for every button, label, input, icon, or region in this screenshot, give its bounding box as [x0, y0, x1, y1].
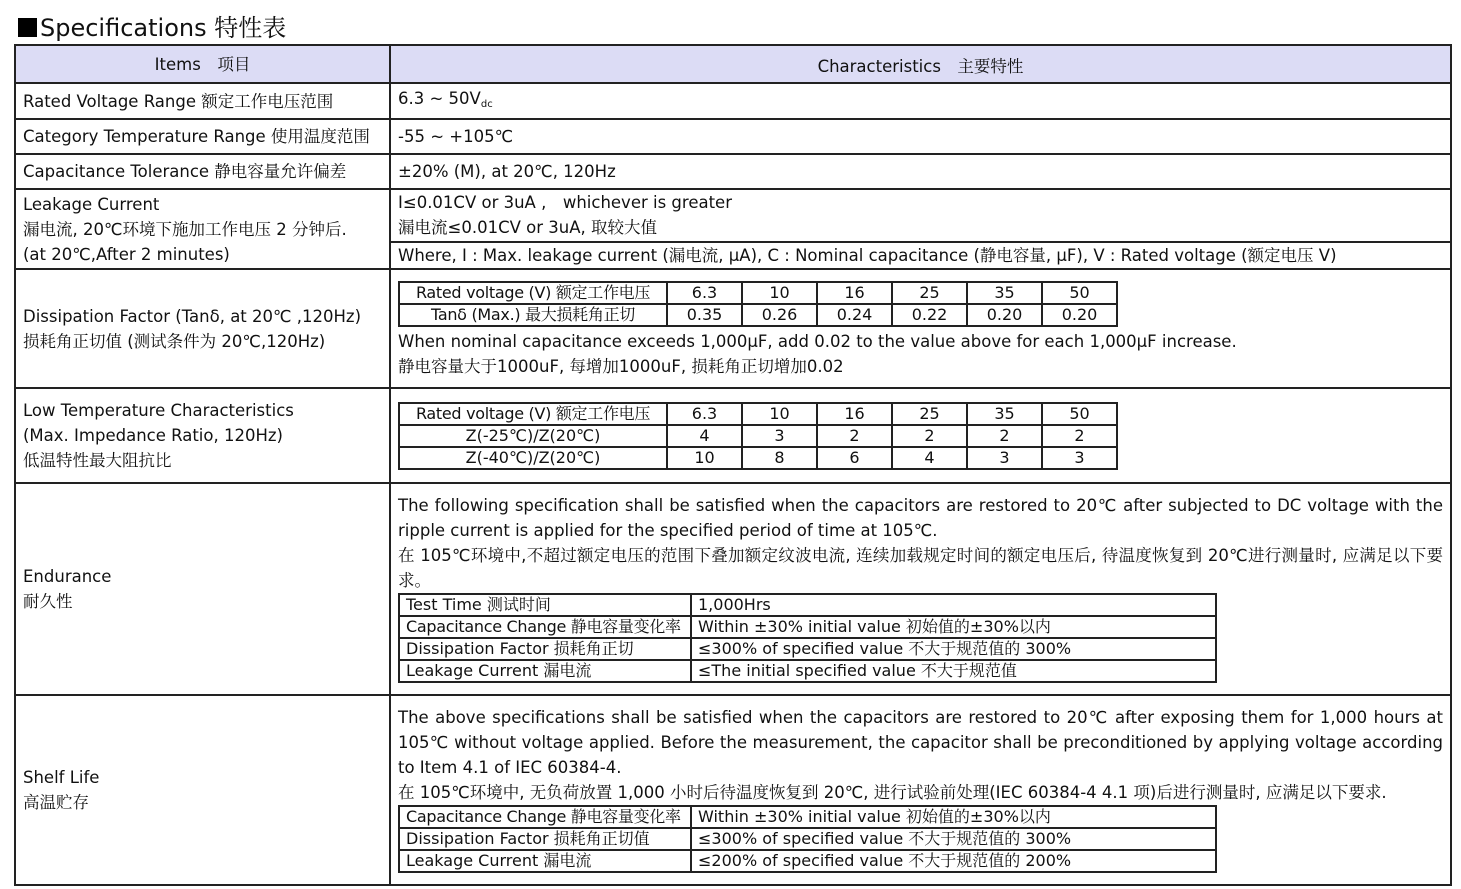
page-title [18, 8, 286, 43]
row-leakage-current [15, 189, 1451, 269]
table-row: Capacitance Change 静电容量变化率 Within ±30% initial value 初始值的±30%以内 [399, 806, 1216, 828]
low-temp-label: Low Temperature Characteristics (Max. Impedance Ratio, 120Hz) 低温特性最大阻抗比 [15, 388, 390, 483]
dissipation-note-en: When nominal capacitance exceeds 1,000µF, add 0.02 to the value above for each 1,000µF increase. [398, 332, 1237, 351]
low-temp-value [390, 388, 1451, 483]
endurance-table [398, 593, 1217, 683]
title-cn: 特性表 [214, 14, 287, 42]
impedance-ratio-table [398, 402, 1118, 470]
table-header-row [15, 45, 1451, 83]
category-temp-label: Category Temperature Range 使用温度范围 [15, 119, 390, 154]
leakage-label: Leakage Current 漏电流, 20℃环境下施加工作电压 2 分钟后. (at 20℃,After 2 minutes) [15, 189, 390, 269]
shelf-life-table [398, 805, 1217, 873]
items-header: Items 项目 [15, 45, 390, 83]
dissipation-note-cn: 静电容量大于1000uF, 每增加1000uF, 损耗角正切增加0.02 [398, 357, 844, 376]
square-bullet-icon [18, 18, 37, 37]
dissipation-label: Dissipation Factor (Tanδ, at 20℃ ,120Hz) 损耗角正切值 (测试条件为 20℃,120Hz) [15, 269, 390, 388]
title-en: Specifications [40, 14, 207, 42]
category-temp-value: -55 ~ +105℃ [390, 119, 1451, 154]
endurance-value [390, 483, 1451, 695]
row-shelf-life [15, 695, 1451, 885]
shelf-life-label: Shelf Life 高温贮存 [15, 695, 390, 885]
table-row: Rated voltage (V) 额定工作电压 6.3 10 16 25 35 50 [399, 403, 1117, 425]
rated-voltage-value: 6.3 ~ $50V_{dc}$ [390, 83, 1451, 119]
table-row: Dissipation Factor 损耗角正切 ≤300% of specified value 不大于规范值的 300% [399, 638, 1216, 660]
row-low-temperature [15, 388, 1451, 483]
row-endurance [15, 483, 1451, 695]
endurance-paragraph-cn: 在 105℃环境中,不超过额定电压的范围下叠加额定纹波电流, 连续加载规定时间的额定电压后, 待温度恢复到 20℃进行测量时, 应满足以下要求。 [398, 546, 1443, 590]
table-row: Z(-40℃)/Z(20℃) 10 8 6 4 3 3 [399, 447, 1117, 469]
row-dissipation-factor [15, 269, 1451, 388]
table-row: Capacitance Change 静电容量变化率 Within ±30% initial value 初始值的±30%以内 [399, 616, 1216, 638]
table-row: Dissipation Factor 损耗角正切值 ≤300% of specified value 不大于规范值的 300% [399, 828, 1216, 850]
leakage-where-note: Where, I : Max. leakage current (漏电流, µA), C : Nominal capacitance (静电容量, µF), V : Rated voltage (额定电压 V) [391, 241, 1450, 268]
row-rated-voltage [15, 83, 1451, 119]
table-row: Z(-25℃)/Z(20℃) 4 3 2 2 2 2 [399, 425, 1117, 447]
table-row: Leakage Current 漏电流 ≤The initial specified value 不大于规范值 [399, 660, 1216, 682]
dissipation-tan-table [398, 281, 1118, 327]
dissipation-value [390, 269, 1451, 388]
table-row: Test Time 测试时间 1,000Hrs [399, 594, 1216, 616]
rated-voltage-subscript: dc [480, 98, 493, 110]
table-row: Rated voltage (V) 额定工作电压 6.3 10 16 25 35 50 [399, 282, 1117, 304]
endurance-paragraph-en: The following specification shall be satisfied when the capacitors are restored to 20℃ after subjected to DC voltage with the ripple current is applied for the specified period of time at 105℃. [398, 496, 1443, 540]
table-row: Leakage Current 漏电流 ≤200% of specified value 不大于规范值的 200% [399, 850, 1216, 872]
table-row: Tanδ (Max.) 最大损耗角正切 0.35 0.26 0.24 0.22 0.20 0.20 [399, 304, 1117, 326]
rated-voltage-label: Rated Voltage Range 额定工作电压范围 [15, 83, 390, 119]
cap-tolerance-value: ±20% (M), at 20℃, 120Hz [390, 154, 1451, 189]
shelf-life-value [390, 695, 1451, 885]
row-capacitance-tolerance [15, 154, 1451, 189]
endurance-label: Endurance 耐久性 [15, 483, 390, 695]
characteristics-header: Characteristics 主要特性 [390, 45, 1451, 83]
specifications-table [14, 44, 1452, 886]
cap-tolerance-label: Capacitance Tolerance 静电容量允许偏差 [15, 154, 390, 189]
shelf-life-paragraph-cn: 在 105℃环境中, 无负荷放置 1,000 小时后待温度恢复到 20℃, 进行试验前处理(IEC 60384-4 4.1 项)后进行测量时, 应满足以下要求. [398, 783, 1387, 802]
leakage-value: I≤0.01CV or 3uA , whichever is greater 漏电流≤0.01CV or 3uA, 取较大值 Where, I : Max. leakage current (漏电流, µA), C : Nominal capacitance (静电容量, µF), V : Rated voltage (额定电压 V) [390, 189, 1451, 269]
row-category-temperature [15, 119, 1451, 154]
shelf-life-paragraph-en: The above specifications shall be satisfied when the capacitors are restored to 20℃ after exposing them for 1,000 hours at 105℃ without voltage applied. Before the measurement, the capacitor shall be preconditioned by applying voltage according to Item 4.1 of IEC 60384-4. [398, 708, 1443, 777]
